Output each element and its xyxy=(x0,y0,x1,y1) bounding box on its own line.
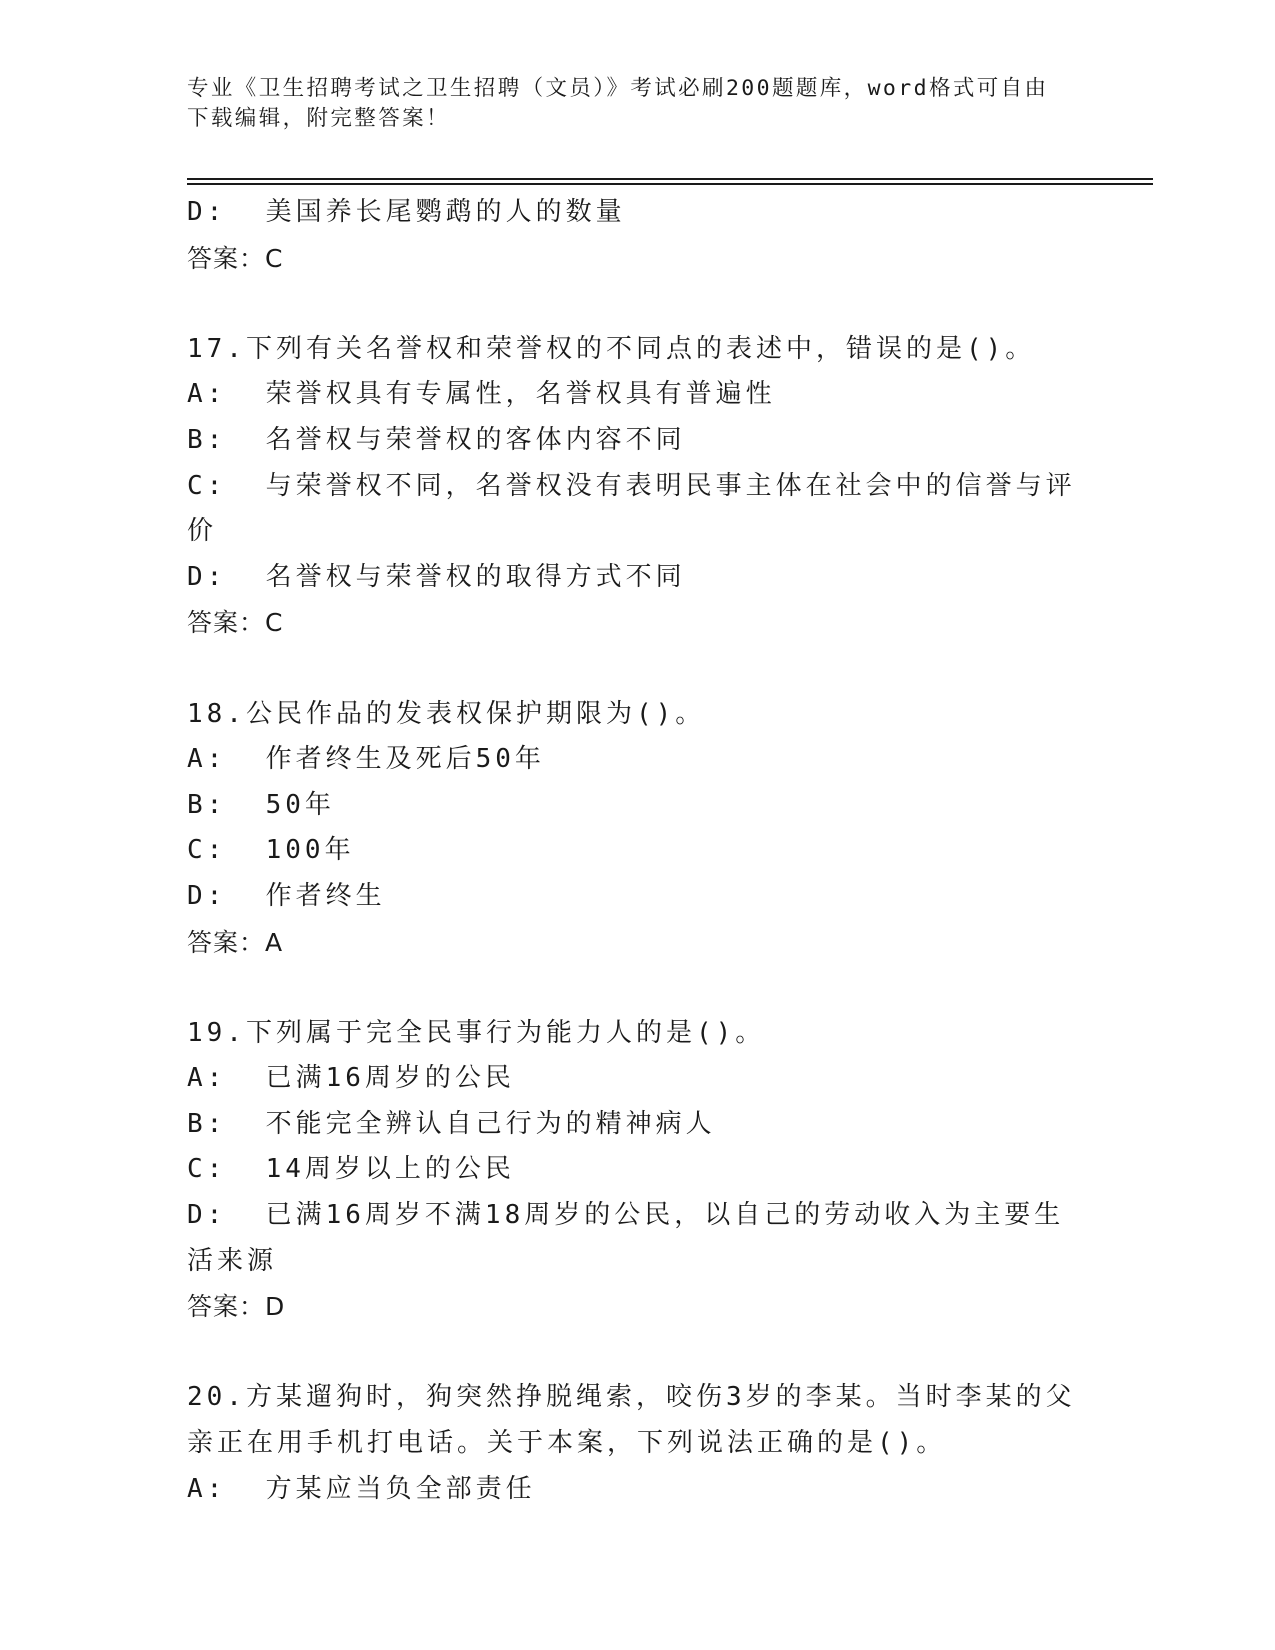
answer: 答案：C xyxy=(187,608,284,638)
spacer xyxy=(187,281,1087,327)
option-d: D: 名誉权与荣誉权的取得方式不同 xyxy=(187,561,686,592)
option-c: C: 100年 xyxy=(187,835,355,866)
question-text: 19.下列属于完全民事行为能力人的是()。 xyxy=(187,1017,766,1048)
option-c: C: 14周岁以上的公民 xyxy=(187,1154,515,1185)
question-text: 20.方某遛狗时，狗突然挣脱绳索，咬伤3岁的李某。当时李某的父亲正在用手机打电话。关于本案，下列说法正确的是()。 xyxy=(187,1382,1076,1459)
answer: 答案：C xyxy=(187,243,284,273)
answer: 答案：A xyxy=(187,927,284,957)
option-c: C: 与荣誉权不同，名誉权没有表明民事主体在社会中的信誉与评价 xyxy=(187,470,1076,547)
option-b: B: 名誉权与荣誉权的客体内容不同 xyxy=(187,424,686,455)
option-d: D: 美国养长尾鹦鹉的人的数量 xyxy=(187,197,626,227)
option-a: A: 已满16周岁的公民 xyxy=(187,1063,515,1094)
question-19 xyxy=(187,1011,1087,1330)
question-list xyxy=(187,190,1087,1512)
option-d: D: 已满16周岁不满18周岁的公民，以自己的劳动收入为主要生活来源 xyxy=(187,1200,1065,1276)
document-header: 专业《卫生招聘考试之卫生招聘（文员）》考试必刷200题题库，word格式可自由下载编辑，附完整答案！ xyxy=(187,76,1049,131)
option-a: A: 荣誉权具有专属性，名誉权具有普遍性 xyxy=(187,379,776,410)
option-a: A: 方某应当负全部责任 xyxy=(187,1473,536,1504)
option-b: B: 50年 xyxy=(187,789,335,820)
question-text: 18.公民作品的发表权保护期限为()。 xyxy=(187,698,706,729)
question-18 xyxy=(187,692,1087,966)
question-17 xyxy=(187,327,1087,646)
spacer xyxy=(187,646,1087,692)
question-text: 17.下列有关名誉权和荣誉权的不同点的表述中，错误的是()。 xyxy=(187,333,1036,364)
spacer xyxy=(187,965,1087,1011)
option-a: A: 作者终生及死后50年 xyxy=(187,744,545,775)
option-d: D: 作者终生 xyxy=(187,880,386,911)
header-divider-bottom xyxy=(187,183,1153,185)
answer: 答案：D xyxy=(187,1292,286,1322)
question-20 xyxy=(187,1375,1087,1512)
header-divider-top xyxy=(187,178,1153,180)
option-b: B: 不能完全辨认自己行为的精神病人 xyxy=(187,1108,716,1139)
spacer xyxy=(187,1330,1087,1376)
